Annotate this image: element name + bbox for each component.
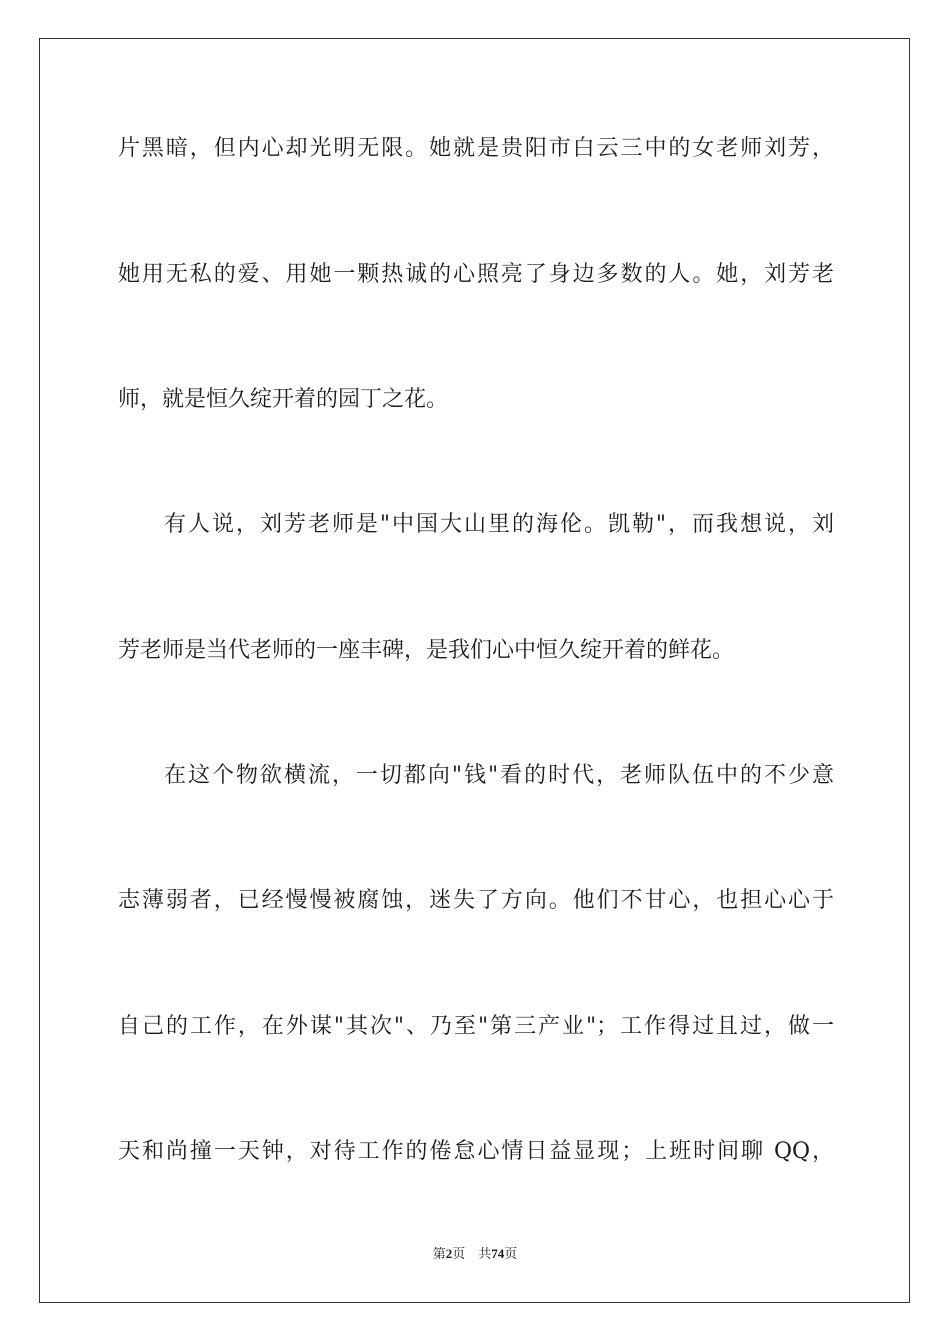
text-line: 芳老师是当代老师的一座丰碑，是我们心中恒久绽开着的鲜花。 bbox=[118, 638, 735, 663]
text-line: 志薄弱者，已经慢慢被腐蚀，迷失了方向。他们不甘心，也担心心于 bbox=[118, 888, 834, 913]
page-footer bbox=[0, 1243, 950, 1262]
footer-page-mid: 页 共 bbox=[452, 1247, 492, 1262]
text-line: 自己的工作，在外谋"其次"、乃至"第三产业"；工作得过且过，做一 bbox=[118, 1014, 834, 1039]
text-line: 她用无私的爱、用她一颗热诚的心照亮了身边多数的人。她，刘芳老 bbox=[118, 262, 834, 287]
text-line: 天和尚撞一天钟，对待工作的倦怠心情日益显现；上班时间聊 QQ， bbox=[118, 1139, 834, 1164]
footer-total-pages: 74 bbox=[491, 1246, 505, 1261]
text-line: 师，就是恒久绽开着的园丁之花。 bbox=[118, 387, 449, 412]
page-border bbox=[39, 38, 910, 1303]
footer-page-number: 2 bbox=[445, 1246, 453, 1261]
paragraph-first-line: 在这个物欲横流，一切都向"钱"看的时代，老师队伍中的不少意 bbox=[164, 763, 834, 788]
footer-page-prefix: 第 bbox=[432, 1247, 446, 1262]
footer-page-suffix: 页 bbox=[504, 1247, 518, 1262]
paragraph-first-line: 有人说，刘芳老师是"中国大山里的海伦。凯勒"，而我想说，刘 bbox=[164, 512, 834, 537]
text-line: 片黑暗，但内心却光明无限。她就是贵阳市白云三中的女老师刘芳， bbox=[118, 136, 834, 161]
